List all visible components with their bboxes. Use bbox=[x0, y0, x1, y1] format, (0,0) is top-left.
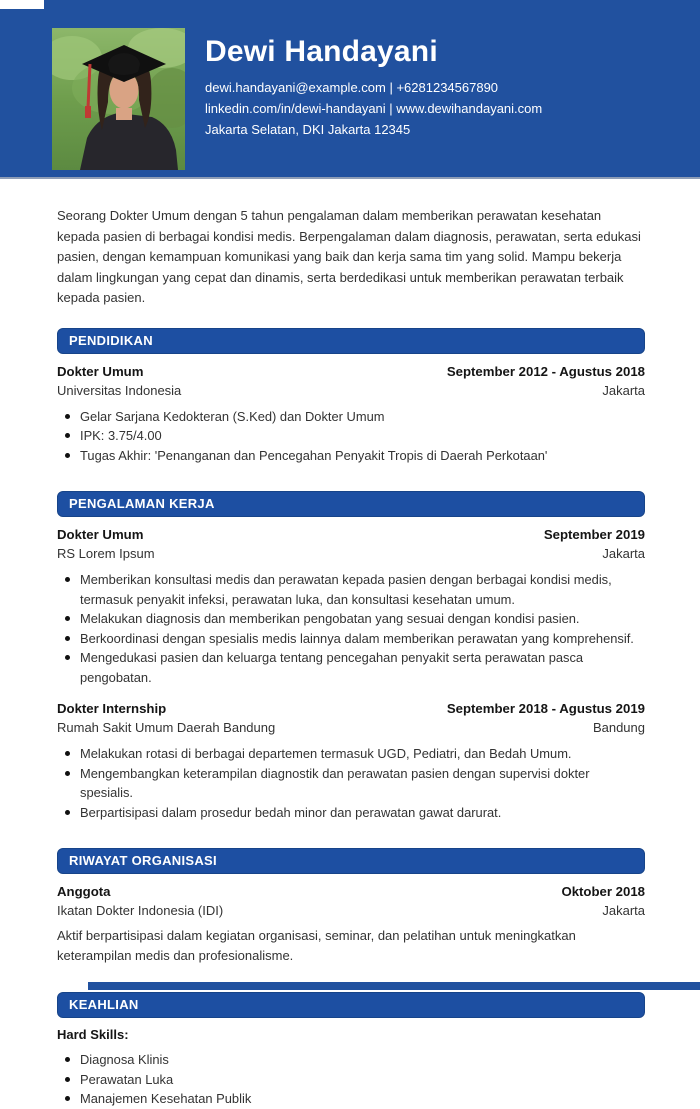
education-location: Jakarta bbox=[602, 382, 645, 398]
bullet-item: Tugas Akhir: 'Penanganan dan Pencegahan Penyakit Tropis di Daerah Perkotaan' bbox=[57, 446, 645, 466]
bullet-item: Gelar Sarjana Kedokteran (S.Ked) dan Dokter Umum bbox=[57, 407, 645, 427]
bullet-item: Mengedukasi pasien dan keluarga tentang pencegahan penyakit serta perawatan pasca pengobatan. bbox=[57, 648, 645, 687]
contact-address: Jakarta Selatan, DKI Jakarta 12345 bbox=[205, 122, 411, 137]
education-entry-sub bbox=[57, 382, 645, 399]
experience2-date: September 2018 - Agustus 2019 bbox=[446, 701, 645, 716]
experience1-org: RS Lorem Ipsum bbox=[57, 546, 155, 561]
organization-entry-head bbox=[57, 884, 645, 899]
section-heading-keahlian: KEAHLIAN bbox=[57, 992, 645, 1018]
contact-linkedin-website: linkedin.com/in/dewi-handayani | www.dewihandayani.com bbox=[205, 101, 543, 116]
header-band bbox=[0, 0, 700, 179]
bullet-item: Manajemen Kesehatan Publik bbox=[57, 1089, 645, 1109]
contact-email-phone: dewi.handayani@example.com | +6281234567890 bbox=[205, 80, 499, 95]
person-name: Dewi Handayani bbox=[205, 35, 438, 68]
header-info bbox=[205, 36, 542, 140]
section-heading-pengalaman-kerja: PENGALAMAN KERJA bbox=[57, 491, 645, 517]
bullet-item: Perawatan Luka bbox=[57, 1070, 645, 1090]
bullet-item: Melakukan diagnosis dan memberikan pengobatan yang sesuai dengan kondisi pasien. bbox=[57, 609, 645, 629]
education-bullet-list bbox=[57, 407, 645, 466]
bullet-item: Melakukan rotasi di berbagai departemen termasuk UGD, Pediatri, dan Bedah Umum. bbox=[57, 744, 645, 764]
organization-title: Anggota bbox=[57, 884, 111, 899]
organization-org: Ikatan Dokter Indonesia (IDI) bbox=[57, 903, 224, 918]
section-heading-riwayat-organisasi: RIWAYAT ORGANISASI bbox=[57, 848, 645, 874]
experience1-title: Dokter Umum bbox=[57, 527, 144, 542]
bullet-item: Memberikan konsultasi medis dan perawatan kepada pasien dengan berbagai kondisi medis, termasuk penyakit infeksi, perawatan luka, dan konsultasi kesehatan umum. bbox=[57, 570, 645, 609]
bullet-item: IPK: 3.75/4.00 bbox=[57, 426, 645, 446]
education-date: September 2012 - Agustus 2018 bbox=[446, 363, 645, 379]
page-corner-notch bbox=[0, 0, 44, 9]
experience2-entry-head bbox=[57, 701, 645, 716]
experience1-bullet-list bbox=[57, 570, 645, 687]
experience1-date: September 2019 bbox=[543, 527, 645, 542]
experience2-bullet-list bbox=[57, 744, 645, 822]
organization-entry-sub bbox=[57, 902, 645, 919]
profile-photo bbox=[52, 28, 185, 170]
bullet-item: Mengembangkan keterampilan diagnostik dan perawatan pasien dengan supervisi dokter spesialis. bbox=[57, 764, 645, 803]
professional-summary: Seorang Dokter Umum dengan 5 tahun pengalaman dalam memberikan perawatan kesehatan kepada pasien di berbagai kondisi medis. Berpengalaman dalam diagnosis, perawatan, serta edukasi pasien, dengan kemampuan komunikasi yang baik dan kerja sama tim yang solid. Mampu bekerja dalam lingkungan yang cepat dan dinamis, serta berdedikasi untuk memberikan perawatan terbaik kepada pasien. bbox=[57, 208, 641, 305]
experience2-title: Dokter Internship bbox=[57, 701, 167, 716]
experience1-location: Jakarta bbox=[602, 546, 645, 561]
education-title: Dokter Umum bbox=[57, 363, 144, 379]
experience2-entry-sub bbox=[57, 719, 645, 736]
graduation-portrait-illustration bbox=[52, 28, 185, 170]
resume-body bbox=[0, 206, 700, 1109]
education-org: Universitas Indonesia bbox=[57, 382, 182, 398]
next-page-band bbox=[88, 982, 700, 990]
skills-subheading: Hard Skills: bbox=[57, 1027, 129, 1042]
section-heading-pendidikan: PENDIDIKAN bbox=[57, 328, 645, 354]
bullet-item: Berkoordinasi dengan spesialis medis lainnya dalam memberikan perawatan yang komprehensif. bbox=[57, 629, 645, 649]
organization-date: Oktober 2018 bbox=[561, 884, 645, 899]
experience1-entry-sub bbox=[57, 545, 645, 562]
organization-location: Jakarta bbox=[602, 903, 645, 918]
organization-description: Aktif berpartisipasi dalam kegiatan organisasi, seminar, dan pelatihan untuk meningkatkan keterampilan medis dan profesionalisme. bbox=[57, 928, 576, 963]
bullet-item: Berpartisipasi dalam prosedur bedah minor dan perawatan gawat darurat. bbox=[57, 803, 645, 823]
experience1-entry-head bbox=[57, 527, 645, 542]
education-entry-head bbox=[57, 364, 645, 379]
skills-bullet-list bbox=[57, 1050, 645, 1109]
experience2-location: Bandung bbox=[592, 720, 645, 735]
experience2-org: Rumah Sakit Umum Daerah Bandung bbox=[57, 720, 276, 735]
bullet-item: Diagnosa Klinis bbox=[57, 1050, 645, 1070]
